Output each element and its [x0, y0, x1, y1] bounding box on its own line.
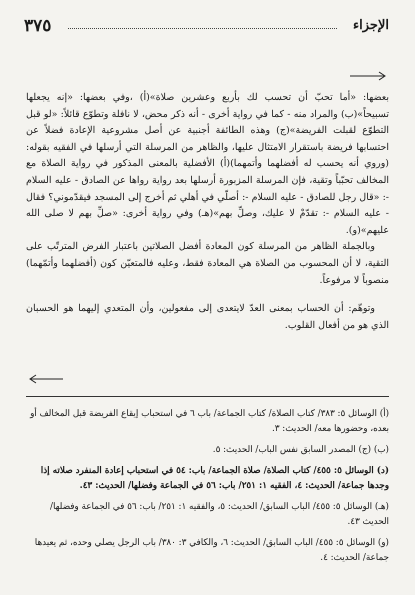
- footnote: (و) الوسائل ٥: ٤٥٥/ الباب السابق/ الحديث: ٦، والكافي ٣: ٣٨٠/ باب الرجل يصلي وحده، ثم يعيدها جماعة/ الحديث: ٤.: [34, 538, 389, 563]
- page-header: [24, 18, 389, 40]
- continuation-arrow-icon: [348, 69, 388, 83]
- page-number: ٣٧٥: [24, 16, 52, 36]
- continuation-arrow-icon: [27, 372, 65, 386]
- paragraph: وبالجملة الظاهر من المرسلة كون المعادة أفضل الصلاتين باعتبار الفرض المترتّب على التقية، لا أن المحسوب من الصلاة هي المعادة فقط، وعليه فالمتعيّن كون (أفضلهما وأتمّهما) منصوباً لا مرفوعاً.: [26, 241, 389, 286]
- footnote-rule: [26, 396, 389, 397]
- footnote: (ب) (ج) المصدر السابق نفس الباب/ الحديث: ٥.: [212, 445, 389, 455]
- footnote: (د) الوسائل ٥: ٤٥٥/ كتاب الصلاة/ صلاة الجماعة/ باب: ٥٤ في استحباب إعادة المنفرد صلاته إذا وجدها جماعة/ الحديث: ٤، الفقيه ١: ٢٥١/ باب: ٥٦ في الجماعة وفضلها/ الحديث: ٤٣.: [40, 466, 389, 491]
- header-dotted-rule: [68, 28, 337, 29]
- footnote: (هـ) الوسائل ٥: ٤٥٥/ الباب السابق/ الحديث: ٥، والفقيه ١: ٢٥١/ باب: ٥٦ في الجماعة وفضلها/ الحديث ٤٣.: [49, 502, 389, 527]
- main-text: [26, 90, 389, 334]
- footnotes: [26, 396, 389, 572]
- running-title: الإجزاء: [353, 18, 389, 33]
- paragraph: وتوهّم: أن الحساب بمعنى العدّ لايتعدى إلى مفعولين، وأن المتعدي إليهما هو الحسبان الذي هو من أفعال القلوب.: [26, 303, 389, 331]
- paragraph: بعضها: «أما تحبّ أن تحسب لك بأربع وعشرين صلاة»(أ) ،وفي بعضها: «إنه يجعلها تسبيحاً»(ب) والمراد منه - كما في رواية أخرى - أنه ذكر محض، لا نافلة وتطوّع قائلاً: «لو قبل التطوّع لقبلت الفريضة»(ج) وهذه الطائفة أجنبية عن أصل مشروعية الإعادة فضلاً عن احتسابها فريضة باستقرار الامتثال عليها، والظاهر من المرسلة التي أرسلها في الفقيه بقوله: (وروي أنه يحسب له أفضلهما وأتمهما)(أ) الأفضلية بالمعنى المذكور في رواية الصلاة مع المخالف تحبّباً وتقية، فإن المرسلة المزبورة أرسلها بعد رواية رواها عن الصادق - عليه السلام -: «قال رجل للصادق - عليه السلام -: أصلّي في أهلي ثم أخرج إلى المسجد فيقدّموني؟ فقال - عليه السلام -: تقدّمْ لا عليك، وصلِّ بهم»(هـ) وفي رواية أخرى: «صلِّ بهم لا صلى الله عليهم»(و).: [26, 92, 389, 236]
- footnote: (أ) الوسائل ٥: ٣٨٣/ كتاب الصلاة/ كتاب الجماعة/ باب ٦ في استحباب إيقاع الفريضة قبل المخالف أو بعده، وحضورها معه/ الحديث: ٣.: [30, 409, 389, 434]
